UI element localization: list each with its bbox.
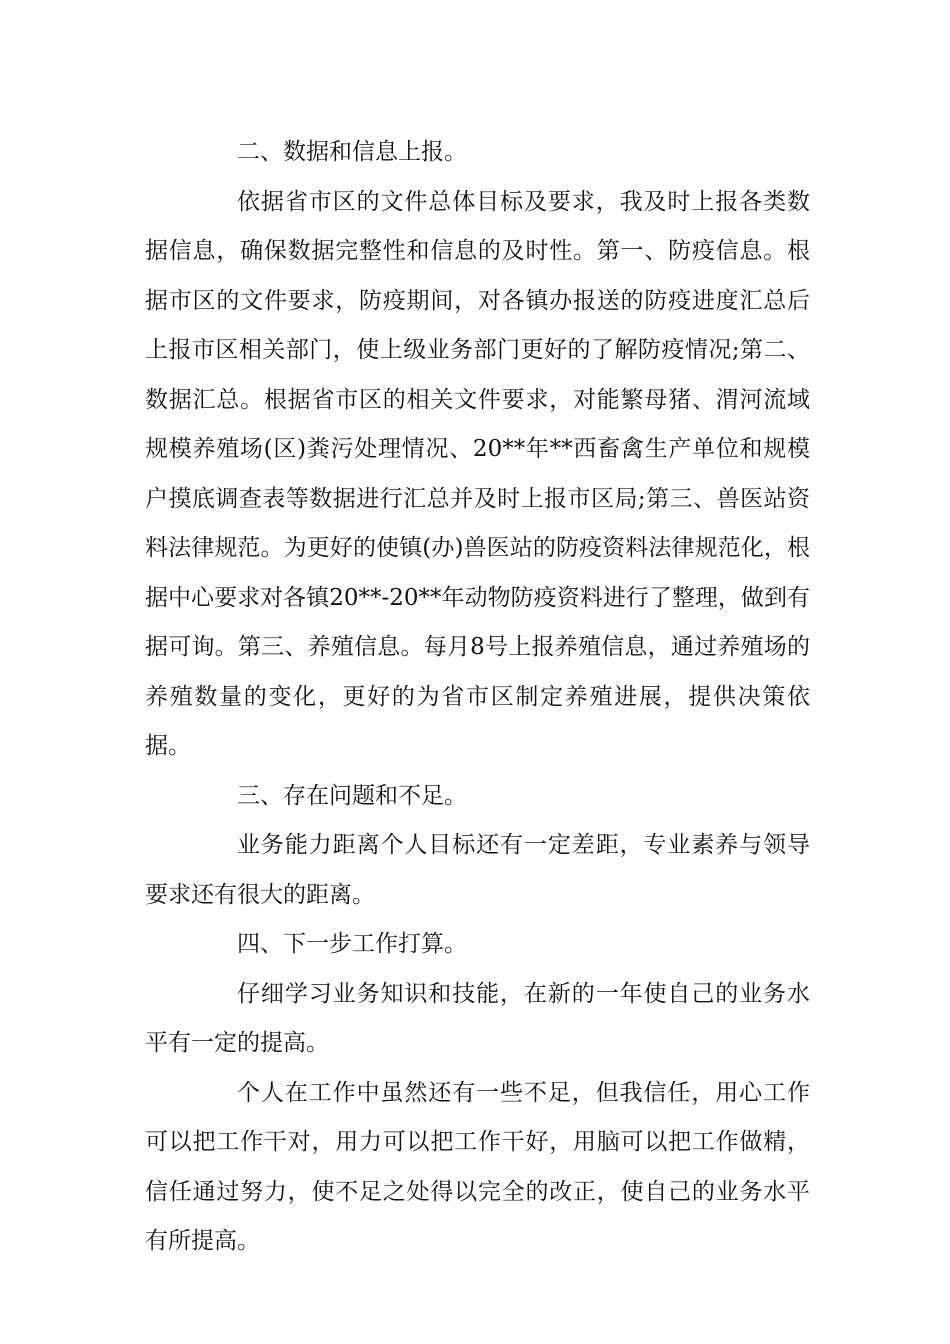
paragraph-data-reporting: 依据省市区的文件总体目标及要求，我及时上报各类数据信息，确保数据完整性和信息的及时性。第一、防疫信息。根据市区的文件要求，防疫期间，对各镇办报送的防疫进度汇总后上报市区相关部门，使上级业务部门更好的了解防疫情况;第二、数据汇总。根据省市区的相关文件要求，对能繁母猪、渭河流域规模养殖场(区)粪污处理情况、20**年**西畜禽生产单位和规模户摸底调查表等数据进行汇总并及时上报市区局;第三、兽医站资料法律规范。为更好的使镇(办)兽医站的防疫资料法律规范化，根据中心要求对各镇20**-20**年动物防疫资料进行了整理，做到有据可询。第三、养殖信息。每月8号上报养殖信息，通过养殖场的养殖数量的变化，更好的为省市区制定养殖进展，提供决策依据。 (145, 188, 810, 759)
paragraph-next-steps: 仔细学习业务知识和技能，在新的一年使自己的业务水平有一定的提高。 (145, 980, 810, 1056)
section-heading-data-reporting: 二、数据和信息上报。 (237, 139, 467, 165)
section-heading-problems: 三、存在问题和不足。 (237, 782, 467, 809)
document-body (145, 128, 810, 1267)
section-heading-next-steps: 四、下一步工作打算。 (237, 931, 467, 957)
paragraph-problems: 业务能力距离个人目标还有一定差距，专业素养与领导要求还有很大的距离。 (145, 832, 810, 908)
paragraph-conclusion: 个人在工作中虽然还有一些不足，但我信任，用心工作可以把工作干对，用力可以把工作干好，用脑可以把工作做精，信任通过努力，使不足之处得以完全的改正，使自己的业务水平有所提高。 (145, 1079, 810, 1254)
